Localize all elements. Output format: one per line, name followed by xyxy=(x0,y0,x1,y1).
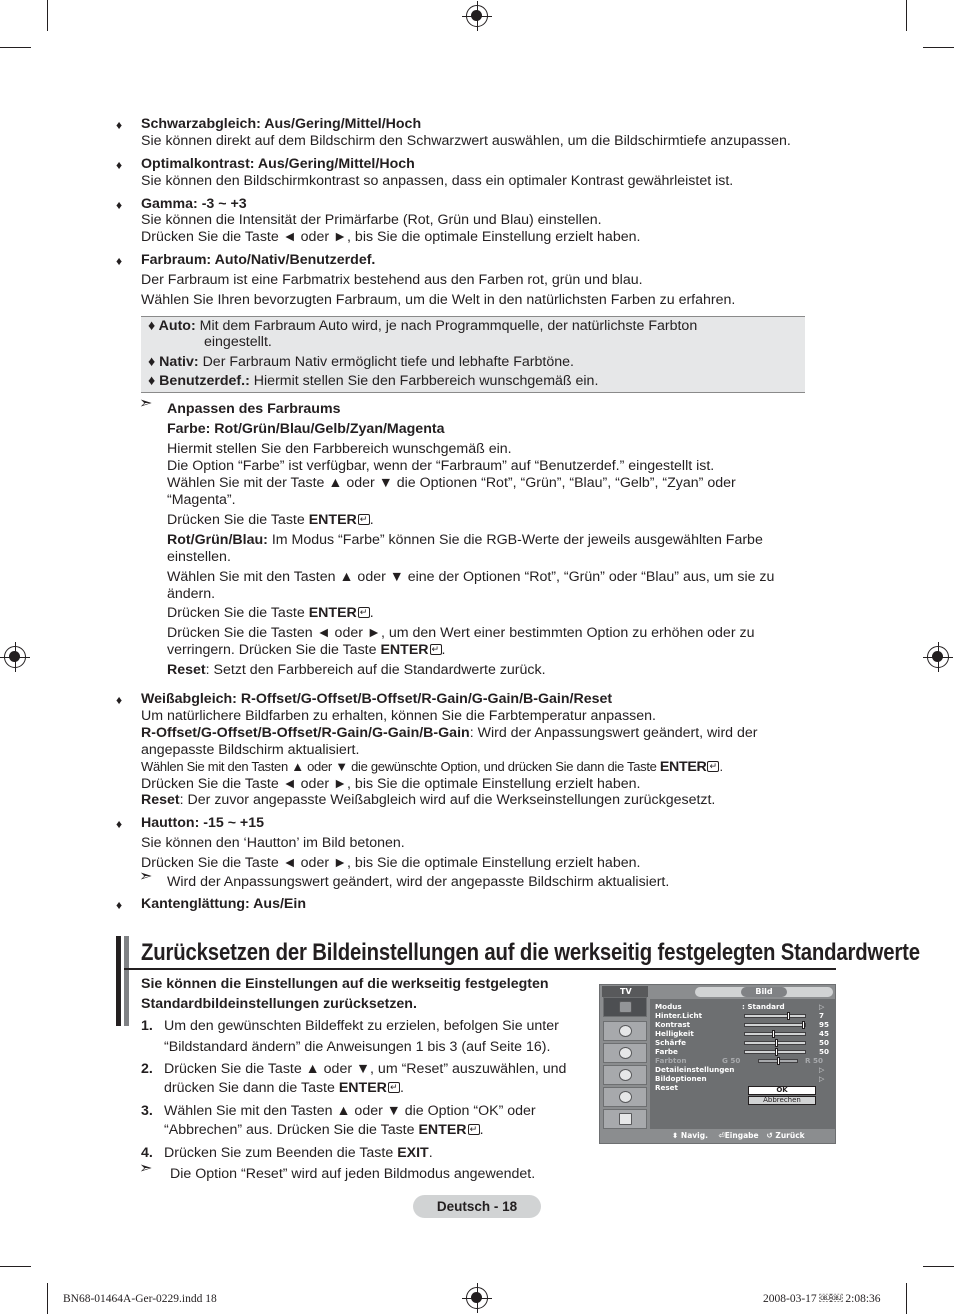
tv-row-label[interactable]: Bildoptionen xyxy=(655,1074,707,1083)
page-number-badge: Deutsch - 18 xyxy=(413,1195,541,1218)
option-benutzerdef: ♦ Benutzerdef.: Hiermit stellen Sie den Farbbereich wunschgemäß ein. xyxy=(148,373,599,389)
tv-row-value: 95 xyxy=(819,1020,830,1029)
item-text: Wählen Sie Ihren bevorzugten Farbraum, um die Welt in den natürlichsten Farben zu erfahren. xyxy=(141,292,736,308)
tv-row-label[interactable]: Farbe xyxy=(655,1047,678,1056)
item-title: Farbraum: Auto/Nativ/Benutzerdef. xyxy=(141,252,376,268)
crop-mark xyxy=(923,47,954,48)
tv-help-bar: ⬍ Navig. ⏎Eingabe ↺ Zurück xyxy=(672,1131,805,1140)
section-note: Die Option “Reset” wird auf jeden Bildmodus angewendet. xyxy=(170,1166,536,1182)
sub-text: Drücken Sie die Tasten ◄ oder ►, um den Wert einer bestimmten Option zu erhöhen oder zu xyxy=(167,625,755,641)
print-date: 2008-03-17 ￼￼ 2:08:36 xyxy=(763,1293,881,1305)
tv-cancel-button[interactable]: Abbrechen xyxy=(748,1096,816,1105)
slider-knob[interactable] xyxy=(772,1030,775,1038)
tv-slider[interactable] xyxy=(744,1050,806,1054)
tv-row-value: 50 xyxy=(819,1038,830,1047)
option-auto-cont: eingestellt. xyxy=(204,334,272,350)
enter-icon xyxy=(707,761,719,772)
crop-mark xyxy=(47,1283,48,1314)
section-intro: Sie können die Einstellungen auf die werkseitig festgelegten xyxy=(141,976,549,992)
crop-mark xyxy=(47,0,48,31)
option-auto: ♦ Auto: Mit dem Farbraum Auto wird, je nach Programmquelle, der natürlichste Farbton xyxy=(148,318,698,334)
sub-text: Die Option “Farbe” ist verfügbar, wenn der “Farbraum” auf “Benutzerdef.” eingestellt ist. xyxy=(167,458,715,474)
enter-icon xyxy=(468,1124,480,1135)
sub-text: Hiermit stellen Sie den Farbbereich wunschgemäß ein. xyxy=(167,441,512,457)
arrow-right-icon: ▷ xyxy=(819,1003,825,1011)
bullet-icon: ♦ xyxy=(116,693,123,707)
heading-bar xyxy=(124,936,129,1026)
enter-icon xyxy=(388,1082,400,1093)
tv-row-label[interactable]: Hinter.Licht xyxy=(655,1011,703,1020)
registration-mark-icon xyxy=(927,646,949,668)
tv-slider[interactable] xyxy=(744,1014,806,1018)
return-icon: ↺ xyxy=(766,1131,773,1140)
tv-row-label[interactable]: Reset xyxy=(655,1083,678,1092)
step-text: Um den gewünschten Bildeffekt zu erzielen, befolgen Sie unter xyxy=(164,1018,559,1034)
bullet-icon: ♦ xyxy=(116,158,123,172)
channel-menu-icon[interactable] xyxy=(603,1043,647,1063)
item-text: Reset: Der zuvor angepasste Weißabgleich wird auf die Werkseinstellungen zurückgesetzt. xyxy=(141,792,716,808)
bullet-icon: ♦ xyxy=(116,817,123,831)
tv-menu-list xyxy=(650,999,835,1129)
item-text: Sie können den Bildschirmkontrast so anpassen, dass ein optimaler Kontrast gewährleistet ist. xyxy=(141,173,734,189)
sub-text: Reset: Setzt den Farbbereich auf die Standardwerte zurück. xyxy=(167,662,546,678)
slider-knob[interactable] xyxy=(775,1048,778,1056)
sub-title: Farbe: Rot/Grün/Blau/Gelb/Zyan/Magenta xyxy=(167,421,445,437)
tv-row-value: 50 xyxy=(819,1047,830,1056)
item-text: Wählen Sie mit den Tasten ▲ oder ▼ die gewünschte Option, und drücken Sie dann die Taste ENTER↵ . xyxy=(141,759,723,776)
tv-slider[interactable] xyxy=(744,1041,806,1045)
heading-bar xyxy=(116,936,121,1026)
bullet-icon: ♦ xyxy=(116,118,123,132)
tv-menu-screen xyxy=(599,984,836,1144)
item-title: Weißabgleich: R-Offset/G-Offset/B-Offset/R-Gain/G-Gain/B-Gain/Reset xyxy=(141,691,613,707)
tv-sidebar xyxy=(602,997,648,1127)
enter-icon xyxy=(358,514,370,525)
bullet-icon: ♦ xyxy=(116,254,123,268)
step-number: 1. xyxy=(141,1018,153,1034)
sub-title: Anpassen des Farbraums xyxy=(167,401,341,417)
item-title: Optimalkontrast: Aus/Gering/Mittel/Hoch xyxy=(141,156,415,172)
tv-row-value: 7 xyxy=(819,1011,825,1020)
setup-menu-icon[interactable] xyxy=(603,1065,647,1085)
tv-slider[interactable] xyxy=(744,1032,806,1036)
item-text: R-Offset/G-Offset/B-Offset/R-Gain/G-Gain/B-Gain: Wird der Anpassungswert geändert, wird der xyxy=(141,725,758,741)
item-title: Schwarzabgleich: Aus/Gering/Mittel/Hoch xyxy=(141,116,422,132)
item-text: Um natürlichere Bildfarben zu erhalten, können Sie die Farbtemperatur anpassen. xyxy=(141,708,656,724)
bullet-icon: ♦ xyxy=(116,198,123,212)
enter-icon xyxy=(358,607,370,618)
item-text: Drücken Sie die Taste ◄ oder ►, bis Sie die optimale Einstellung erzielt haben. xyxy=(141,855,641,871)
step-text: Drücken Sie zum Beenden die Taste EXIT. xyxy=(164,1145,433,1161)
arrow-right-icon: ▷ xyxy=(819,1066,825,1074)
print-file-name: BN68-01464A-Ger-0229.indd 18 xyxy=(63,1293,217,1305)
sub-text: ändern. xyxy=(167,586,216,602)
tv-row-label[interactable]: Helligkeit xyxy=(655,1029,694,1038)
slider-knob[interactable] xyxy=(787,1012,790,1020)
tv-slider[interactable] xyxy=(758,1059,798,1063)
heading-underline xyxy=(124,968,836,970)
sub-text: verringern. Drücken Sie die Taste ENTER↵ . xyxy=(167,642,446,659)
step-text: Wählen Sie mit den Tasten ▲ oder ▼ die Option “OK” oder xyxy=(164,1103,536,1119)
tv-row-value: G 50 xyxy=(722,1056,741,1065)
step-text: “Bildstandard ändern” die Anweisungen 1 bis 3 (auf Seite 16). xyxy=(164,1039,551,1055)
tv-ok-button[interactable]: OK xyxy=(748,1086,816,1095)
sub-text: Drücken Sie die Taste ENTER↵ . xyxy=(167,512,374,529)
tv-row-value: 45 xyxy=(819,1029,830,1038)
crop-mark xyxy=(906,1283,907,1314)
crop-mark xyxy=(0,1266,31,1267)
crop-mark xyxy=(923,1266,954,1267)
item-text: Drücken Sie die Taste ◄ oder ►, bis Sie die optimale Einstellung erzielt haben. xyxy=(141,229,641,245)
item-text: Sie können direkt auf dem Bildschirm den Schwarzwert auswählen, um die Bildschirmtiefe anzupassen. xyxy=(141,133,791,149)
slider-knob[interactable] xyxy=(802,1021,805,1029)
item-title: Hautton: -15 ~ +15 xyxy=(141,815,264,831)
tv-row-label[interactable]: Modus xyxy=(655,1002,682,1011)
slider-knob[interactable] xyxy=(775,1039,778,1047)
sub-text: Rot/Grün/Blau: Im Modus “Farbe” können Sie die RGB-Werte der jeweils ausgewählten Farbe xyxy=(167,532,763,548)
item-text: Sie können den ‘Hautton’ im Bild betonen. xyxy=(141,835,405,851)
tv-row-value: R 50 xyxy=(805,1056,824,1065)
application-menu-icon[interactable] xyxy=(603,1109,647,1129)
registration-mark-icon xyxy=(4,646,26,668)
tv-row-value: : Standard xyxy=(742,1002,785,1011)
tv-row-label[interactable]: Farbton xyxy=(655,1056,687,1065)
registration-mark-icon xyxy=(466,1287,488,1309)
section-intro: Standardbildeinstellungen zurücksetzen. xyxy=(141,996,417,1012)
tv-source-label: TV xyxy=(602,986,648,997)
sub-text: Wählen Sie mit der Taste ▲ oder ▼ die Optionen “Rot”, “Grün”, “Blau”, “Gelb”, “Zyan” oder xyxy=(167,475,736,491)
item-text: Sie können die Intensität der Primärfarbe (Rot, Grün und Blau) einstellen. xyxy=(141,212,602,228)
picture-menu-icon[interactable] xyxy=(603,997,647,1017)
registration-mark-icon xyxy=(466,5,488,27)
step-text: drücken Sie dann die Taste ENTER↵ . xyxy=(164,1080,404,1097)
tv-row-label[interactable]: Kontrast xyxy=(655,1020,691,1029)
step-text: Drücken Sie die Taste ▲ oder ▼, um “Reset” auszuwählen, und xyxy=(164,1061,567,1077)
crop-mark xyxy=(906,0,907,31)
tv-row-label[interactable]: Schärfe xyxy=(655,1038,686,1047)
crop-mark xyxy=(0,47,31,48)
note-arrow-icon: ➣ xyxy=(139,1160,149,1177)
section-heading: Zurücksetzen der Bildeinstellungen auf die werkseitig festgelegten Standardwerte xyxy=(141,939,920,966)
sub-text: “Magenta”. xyxy=(167,492,236,508)
tv-slider[interactable] xyxy=(744,1023,806,1027)
sub-text: einstellen. xyxy=(167,549,231,565)
item-text: angepasste Bildschirm aktualisiert. xyxy=(141,742,360,758)
step-text: “Abbrechen” aus. Drücken Sie die Taste ENTER↵ . xyxy=(164,1122,484,1139)
tv-row-label[interactable]: Detaileinstellungen xyxy=(655,1065,735,1074)
item-text: Drücken Sie die Taste ◄ oder ►, bis Sie die optimale Einstellung erzielt haben. xyxy=(141,776,641,792)
sound-menu-icon[interactable] xyxy=(603,1021,647,1041)
enter-icon xyxy=(430,644,442,655)
step-number: 4. xyxy=(141,1145,153,1161)
sub-text: Wählen Sie mit den Tasten ▲ oder ▼ eine der Optionen “Rot”, “Grün” oder “Blau” aus, um sie zu xyxy=(167,569,775,585)
bullet-icon: ♦ xyxy=(116,898,123,912)
option-nativ: ♦ Nativ: Der Farbraum Nativ ermöglicht tiefe und lebhafte Farbtöne. xyxy=(148,354,574,370)
arrow-right-icon: ▷ xyxy=(819,1075,825,1083)
enter-icon: ⏎ xyxy=(718,1131,725,1140)
note-arrow-icon: ➣ xyxy=(139,395,149,412)
navigate-icon: ⬍ xyxy=(672,1131,679,1140)
item-text: Der Farbraum ist eine Farbmatrix bestehend aus den Farben rot, grün und blau. xyxy=(141,272,643,288)
input-menu-icon[interactable] xyxy=(603,1087,647,1107)
tv-menu-title: Bild xyxy=(741,987,786,997)
item-title: Gamma: -3 ~ +3 xyxy=(141,196,247,212)
step-number: 2. xyxy=(141,1061,153,1077)
note-arrow-icon: ➣ xyxy=(139,868,149,885)
step-number: 3. xyxy=(141,1103,153,1119)
item-note: Wird der Anpassungswert geändert, wird der angepasste Bildschirm aktualisiert. xyxy=(167,874,670,890)
sub-text: Drücken Sie die Taste ENTER↵ . xyxy=(167,605,374,622)
slider-knob[interactable] xyxy=(777,1057,780,1065)
item-title: Kantenglättung: Aus/Ein xyxy=(141,896,306,912)
